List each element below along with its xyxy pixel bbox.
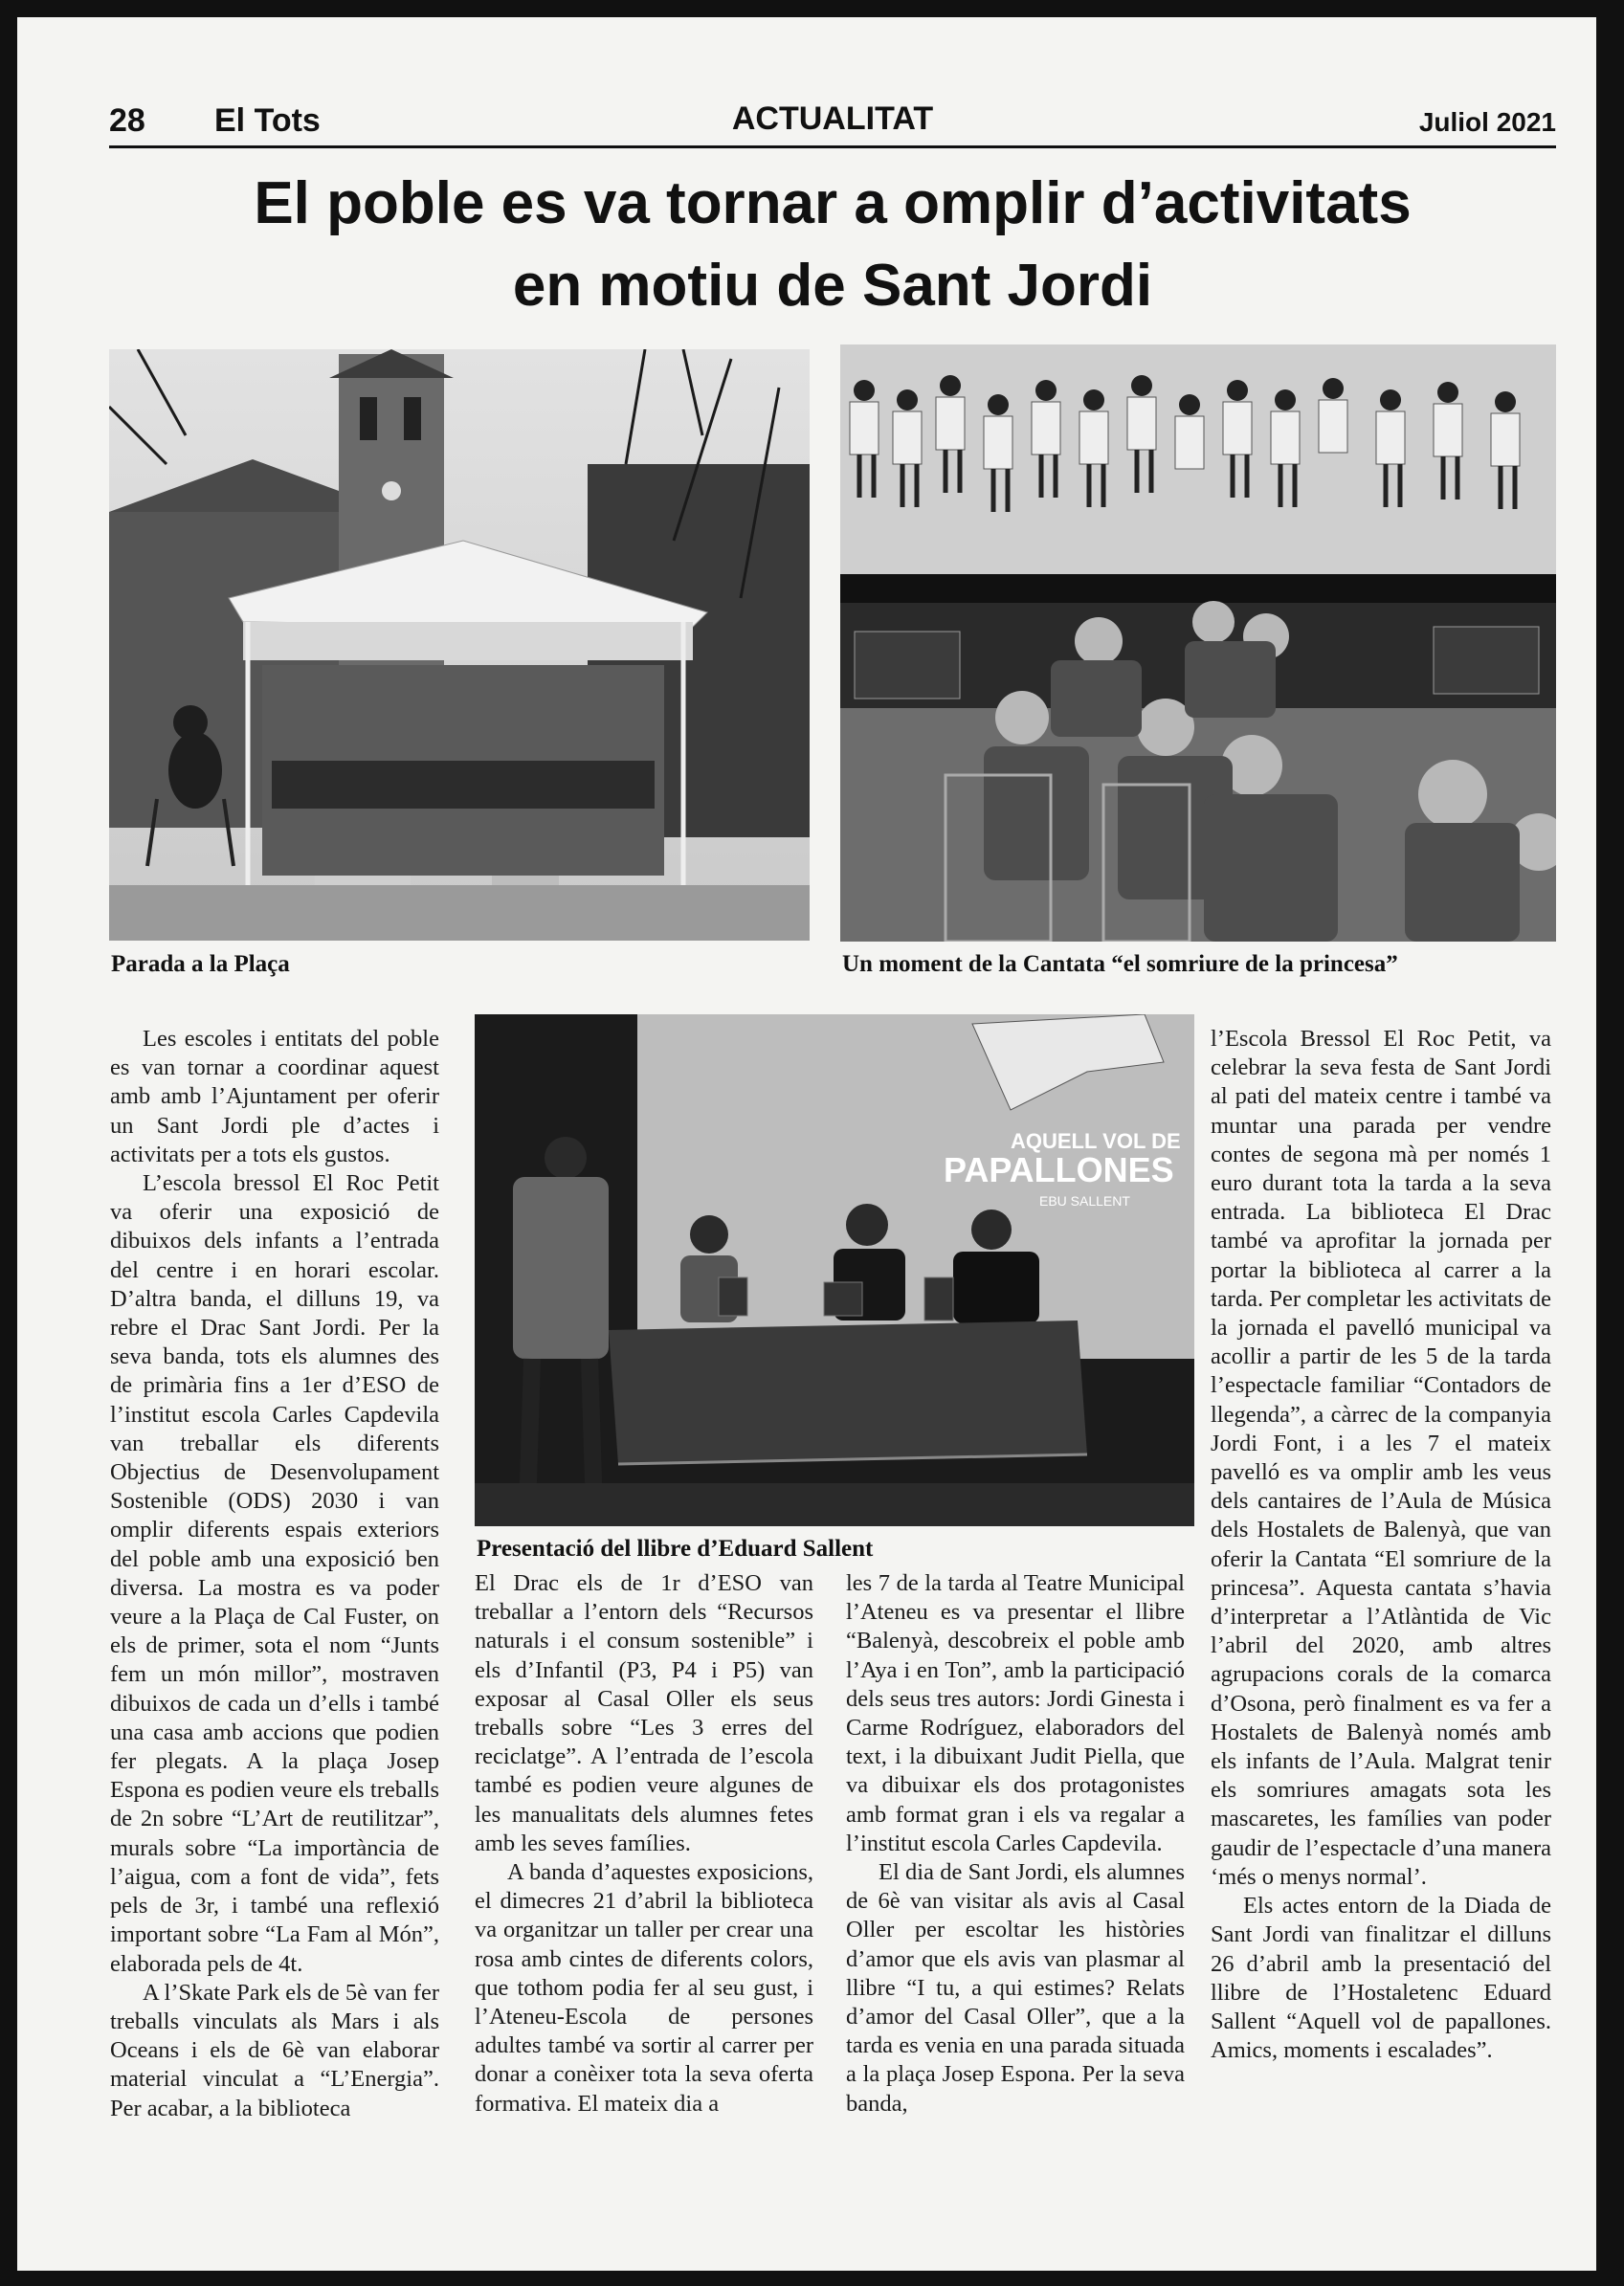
issue-date: Juliol 2021: [1418, 107, 1556, 137]
col3-paragraph: les 7 de la tarda al Teatre Municipal l’Ateneu es va presentar el llibre “Balenyà, descobreix el poble amb l’Aya i en Ton”, amb la participació dels seus tres autors: Jordi Ginesta i Carme Rodríguez, elaboradors del text, i la dibuixant Judit Piella, que va dibuixar els dos protagonistes amb format gran i els va regalar a l’institut escola Carles Capdevila.: [846, 1570, 1185, 1856]
col1-paragraph: Les escoles i entitats del poble es van tornar a coordinar aquest amb amb l’Ajuntament per oferir un Sant Jordi ple d’actes i activitats per a tots els gustos.: [110, 1026, 439, 1167]
article-title: [109, 163, 1556, 327]
cantata-photo-caption: Un moment de la Cantata “el somriure de la princesa”: [842, 951, 1398, 977]
col3-paragraph: El dia de Sant Jordi, els alumnes de 6è van visitar als avis al Casal Oller per escoltar les històries d’amor que els avis van plasmar al llibre “I tu, a qui estimes? Relats d’amor del Casal Oller”, que a la tarda es venia en una parada situada a la plaça Josep Espona. Per la seva banda,: [846, 1859, 1185, 2117]
newspaper-page: [17, 17, 1596, 2271]
text-column-1: [110, 1025, 439, 2123]
col2-paragraph: A banda d’aquestes exposicions, el dimecres 21 d’abril la biblioteca va organitzar un taller per crear una rosa amb cintes de diferents colors, que tothom podia fer al seu gust, i l’Ateneu-Escola de persones adultes també va sortir al carrer per donar a conèixer tota la seva oferta formativa. El mateix dia a: [475, 1859, 813, 2117]
text-column-2: [475, 1569, 813, 2119]
plaza-photo: [109, 349, 810, 941]
col4-paragraph: l’Escola Bressol El Roc Petit, va celebrar la seva festa de Sant Jordi al pati del mateix centre i també va muntar una parada per vendre contes de segona mà per només 1 euro durant tota la tarda a la seva entrada. La biblioteca El Drac també va aprofitar la jornada per portar la biblioteca al carrer a la tarda. Per completar les activitats de la jornada el pavelló municipal va acollir a partir de les 5 de la tarda l’espectacle familiar “Contadors de llegenda”, a càrrec de la companyia Jordi Font, i a les 7 el mateix pavelló es va omplir amb les veus dels cantaires de l’Aula de Música dels Hostalets de Balenyà, que van oferir la Cantata “El somriure de la princesa”. Aquesta cantata s’havia d’interpretar a l’Atlàntida de Vic l’abril del 2020, amb altres agrupacions corals de la comarca d’Osona, però finalment es va fer a Hostalets de Balenyà només amb els infants de l’Aula. Malgrat tenir els somriures amagats sota les mascaretes, les famílies van poder gaudir de l’espectacle d’una manera ‘més o menys normal’.: [1211, 1026, 1551, 1890]
section-name: ACTUALITAT: [731, 100, 934, 137]
book-screen-line3: EBU SALLENT: [1039, 1193, 1130, 1209]
book-presentation-caption: Presentació del llibre d’Eduard Sallent: [477, 1536, 874, 1562]
col4-paragraph: Els actes entorn de la Diada de Sant Jordi van finalitzar el dilluns 26 d’abril amb la presentació del llibre de l’Hostaletenc Eduard Sallent “Aquell vol de papallones. Amics, moments i escalades”.: [1211, 1893, 1551, 2064]
col1-paragraph: A l’Skate Park els de 5è van fer treballs vinculats als Mars i als Oceans i els de 6è van elaborar material vinculat a “L’Energia”. Per acabar, a la biblioteca: [110, 1979, 439, 2121]
article-title-line1: El poble es va tornar a omplir d’activitats: [254, 170, 1412, 236]
plaza-photo-caption: Parada a la Plaça: [111, 951, 290, 977]
publication-name: El Tots: [214, 102, 321, 139]
page-number: 28: [109, 102, 145, 139]
article-title-line2: en motiu de Sant Jordi: [512, 253, 1153, 319]
page-header: [109, 84, 1556, 148]
col1-paragraph: L’escola bressol El Roc Petit va oferir una exposició de dibuixos dels infants a l’entrada del centre i en horari escolar. D’altra banda, el dilluns 19, va rebre el Drac Sant Jordi. Per la seva banda, tots els alumnes des de primària fins a 1er d’ESO de l’institut escola Carles Capdevila van treballar els diferents Objectius de Desenvolupament Sostenible (ODS) 2030 i van omplir diferents espais exteriors del poble amb una exposició ben diversa. La mostra es va poder veure a la Plaça de Cal Fuster, on els de primer, sota el nom “Junts fem un món millor”, mostraven dibuixos de cada un d’ells i també una casa amb accions que podien fer plegats. A la plaça Josep Espona es podien veure els treballs de 2n sobre “L’Art de reutilitzar”, murals sobre “La importància de l’aigua, com a font de vida”, fets pels de 3r, i també una reflexió important sobre “La Fam al Món”, elaborada pels de 4t.: [110, 1170, 439, 1977]
cantata-photo: [840, 344, 1556, 942]
book-screen-line1: AQUELL VOL DE: [1011, 1129, 1181, 1153]
text-column-4: [1211, 1025, 1551, 2065]
book-screen-line2: PAPALLONES: [944, 1150, 1174, 1189]
book-presentation-photo: [475, 1014, 1194, 1526]
text-column-3: [846, 1569, 1185, 2119]
col2-paragraph: El Drac els de 1r d’ESO van treballar a l’entorn dels “Recursos naturals i el consum sostenible” i els d’Infantil (P3, P4 i P5) van exposar al Casal Oller els seus treballs sobre “Les 3 erres del reciclatge”. A l’entrada de l’escola també es podien veure algunes de les manualitats dels alumnes fetes amb les seves famílies.: [475, 1570, 813, 1856]
